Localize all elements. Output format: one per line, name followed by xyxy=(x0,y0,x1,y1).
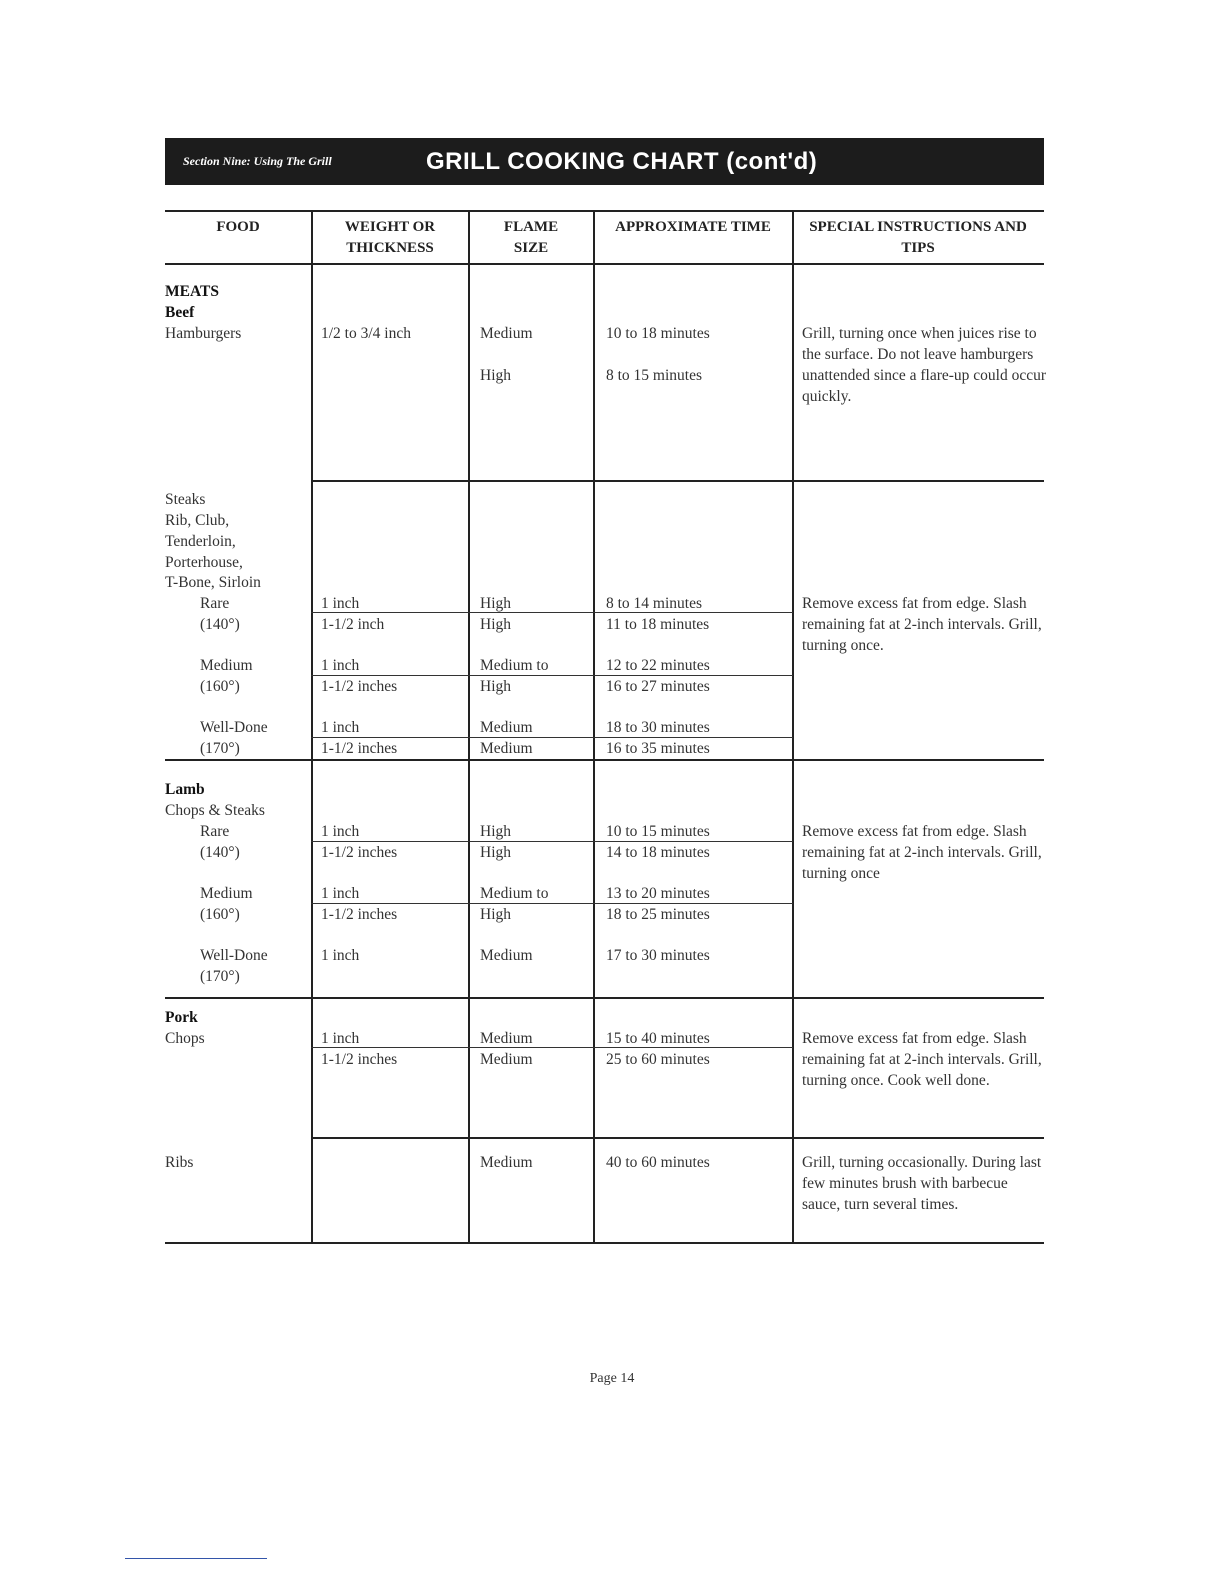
food-steaks-cut: Porterhouse, xyxy=(165,554,243,571)
time-cell: 15 to 40 minutes xyxy=(606,1030,710,1047)
weight-cell: 1/2 to 3/4 inch xyxy=(321,325,411,342)
column-header-flame: FLAME SIZE xyxy=(503,219,559,256)
weight-cell: 1-1/2 inches xyxy=(321,1051,398,1068)
category-lamb: Lamb xyxy=(165,781,205,798)
time-cell: 18 to 30 minutes xyxy=(606,719,710,736)
flame-cell: High xyxy=(480,844,511,861)
time-cell: 11 to 18 minutes xyxy=(606,616,710,633)
doneness-rare: Rare xyxy=(200,823,230,840)
table-bottom-rule xyxy=(165,1242,1044,1244)
doneness-temp: (160°) xyxy=(200,678,240,695)
time-cell: 40 to 60 minutes xyxy=(606,1154,710,1171)
column-divider xyxy=(311,210,313,1244)
time-cell: 25 to 60 minutes xyxy=(606,1051,710,1068)
flame-cell: High xyxy=(480,906,511,923)
flame-cell: Medium to xyxy=(480,657,549,674)
flame-cell: Medium xyxy=(480,719,533,736)
flame-cell: Medium xyxy=(480,1154,533,1171)
weight-cell: 1-1/2 inches xyxy=(321,740,398,757)
time-cell: 10 to 18 minutes xyxy=(606,325,710,342)
header-bottom-rule xyxy=(165,263,1044,265)
flame-cell: Medium xyxy=(480,1051,533,1068)
doneness-temp: (140°) xyxy=(200,616,240,633)
tips-cell: Remove excess fat from edge. Slash remaining fat at 2-inch intervals. Grill, turning once. xyxy=(802,595,1042,654)
food-steaks-cut: Tenderloin, xyxy=(165,533,236,550)
flame-cell: Medium xyxy=(480,325,533,342)
doneness-temp: (140°) xyxy=(200,844,240,861)
weight-cell: 1 inch xyxy=(321,1030,360,1047)
flame-cell: High xyxy=(480,823,511,840)
doneness-medium: Medium xyxy=(200,657,253,674)
section-banner xyxy=(165,138,1044,185)
weight-cell: 1 inch xyxy=(321,657,360,674)
row-rule xyxy=(311,1047,793,1048)
time-cell: 10 to 15 minutes xyxy=(606,823,710,840)
tips-cell: Grill, turning occasionally. During last few minutes brush with barbecue sauce, turn several times. xyxy=(802,1154,1042,1213)
weight-cell: 1-1/2 inches xyxy=(321,906,398,923)
food-ribs: Ribs xyxy=(165,1154,194,1171)
time-cell: 16 to 27 minutes xyxy=(606,678,710,695)
food-hamburgers: Hamburgers xyxy=(165,325,242,342)
food-steaks-cut: Rib, Club, xyxy=(165,512,230,529)
food-lamb-chops: Chops & Steaks xyxy=(165,802,265,819)
time-cell: 12 to 22 minutes xyxy=(606,657,710,674)
time-cell: 13 to 20 minutes xyxy=(606,885,710,902)
column-divider xyxy=(792,210,794,1244)
row-rule xyxy=(311,612,793,613)
doneness-temp: (170°) xyxy=(200,968,240,985)
time-cell: 17 to 30 minutes xyxy=(606,947,710,964)
weight-cell: 1 inch xyxy=(321,719,360,736)
category-meats: MEATS xyxy=(165,283,219,300)
weight-cell: 1-1/2 inches xyxy=(321,844,398,861)
tips-cell: Remove excess fat from edge. Slash remaining fat at 2-inch intervals. Grill, turning once xyxy=(802,823,1042,882)
weight-cell: 1-1/2 inches xyxy=(321,678,398,695)
time-cell: 16 to 35 minutes xyxy=(606,740,710,757)
table-top-rule xyxy=(165,210,1044,212)
category-beef: Beef xyxy=(165,304,195,321)
doneness-temp: (160°) xyxy=(200,906,240,923)
doneness-well-done: Well-Done xyxy=(200,719,268,736)
time-cell: 8 to 15 minutes xyxy=(606,367,703,384)
doneness-medium: Medium xyxy=(200,885,253,902)
column-header-food: FOOD xyxy=(216,219,260,235)
flame-cell: High xyxy=(480,616,511,633)
flame-cell: High xyxy=(480,595,511,612)
tips-cell: Grill, turning once when juices rise to the surface. Do not leave hamburgers unattended since a flare-up could occur quickly. xyxy=(802,325,1047,405)
weight-cell: 1-1/2 inch xyxy=(321,616,385,633)
column-divider xyxy=(593,210,595,1244)
doneness-temp: (170°) xyxy=(200,740,240,757)
time-cell: 18 to 25 minutes xyxy=(606,906,710,923)
row-rule xyxy=(165,997,1044,999)
column-header-weight: WEIGHT OR THICKNESS xyxy=(344,219,436,256)
food-pork-chops: Chops xyxy=(165,1030,205,1047)
flame-cell: Medium to xyxy=(480,885,549,902)
flame-cell: Medium xyxy=(480,947,533,964)
weight-cell: 1 inch xyxy=(321,595,360,612)
weight-cell: 1 inch xyxy=(321,885,360,902)
footer-rule xyxy=(125,1558,267,1559)
page-number: Page 14 xyxy=(589,1371,635,1386)
food-steaks-cut: T-Bone, Sirloin xyxy=(165,574,261,591)
doneness-well-done: Well-Done xyxy=(200,947,268,964)
flame-cell: Medium xyxy=(480,740,533,757)
flame-cell: High xyxy=(480,678,511,695)
time-cell: 8 to 14 minutes xyxy=(606,595,703,612)
time-cell: 14 to 18 minutes xyxy=(606,844,710,861)
flame-cell: Medium xyxy=(480,1030,533,1047)
row-rule xyxy=(165,759,1044,761)
weight-cell: 1 inch xyxy=(321,947,360,964)
row-rule xyxy=(311,1137,1044,1139)
flame-cell: High xyxy=(480,367,511,384)
column-header-time: APPROXIMATE TIME xyxy=(615,219,771,235)
food-steaks: Steaks xyxy=(165,491,206,508)
tips-cell: Remove excess fat from edge. Slash remaining fat at 2-inch intervals. Grill, turning once. Cook well done. xyxy=(802,1030,1042,1089)
section-label: Section Nine: Using The Grill xyxy=(183,154,332,168)
weight-cell: 1 inch xyxy=(321,823,360,840)
column-divider xyxy=(468,210,470,1244)
column-header-tips: SPECIAL INSTRUCTIONS AND TIPS xyxy=(809,219,1027,256)
category-pork: Pork xyxy=(165,1009,198,1026)
row-rule xyxy=(311,480,1044,482)
page-title: GRILL COOKING CHART (cont'd) xyxy=(426,147,818,175)
doneness-rare: Rare xyxy=(200,595,230,612)
